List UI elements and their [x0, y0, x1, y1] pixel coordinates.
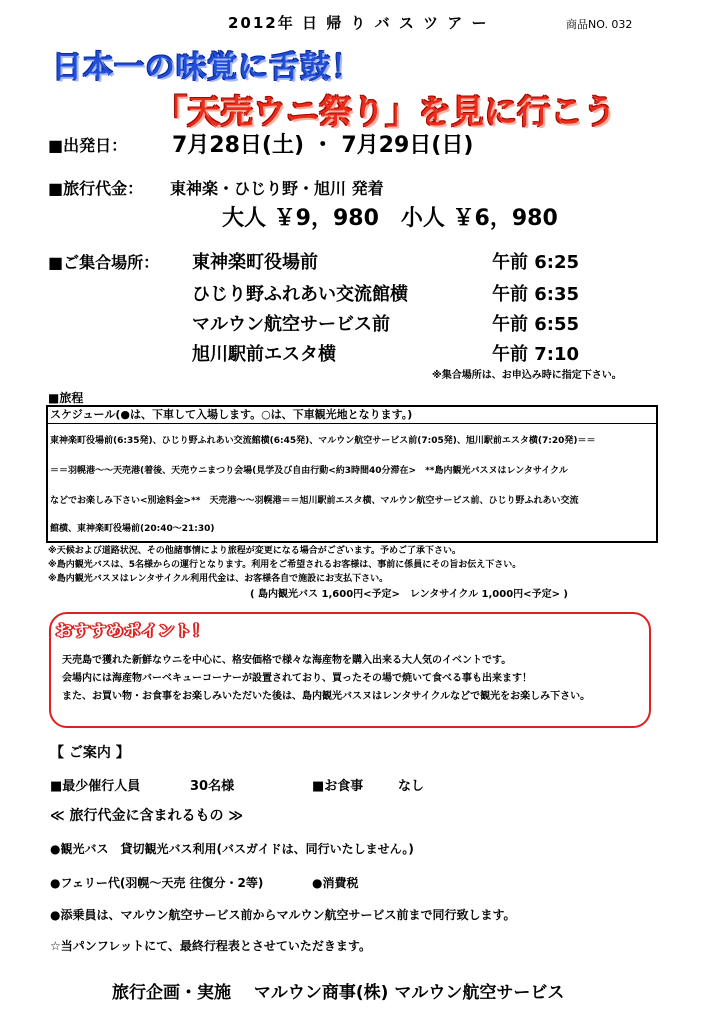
headline-1: 日本一の味覚に舌鼓！	[52, 50, 362, 85]
meeting-time: 午前 6:55	[492, 314, 580, 335]
schedule-box	[46, 405, 658, 543]
schedule-line: などでお楽しみ下さい<別途料金>** 天売港～～羽幌港＝＝旭川駅前エスタ横、マルウン航空サービス前、ひじり野ふれあい交流	[50, 496, 579, 506]
meeting-place: マルウン航空サービス前	[192, 314, 390, 335]
min-people-label: ■最少催行人員	[50, 779, 141, 794]
schedule-line: 東神楽町役場前(6:35発)、ひじり野ふれあい交流館横(6:45発)、マルウン航空サービス前(7:05発)、旭川駅前エスタ横(7:20発)＝＝	[50, 436, 596, 446]
recommend-title: おすすめポイント！	[56, 621, 210, 640]
tour-header-title: 2012年 日 帰 り バ ス ツ ア ー	[228, 14, 489, 32]
escort-note: ●添乗員は、マルウン航空サービス前からマルウン航空サービス前まで同行致します。	[50, 908, 516, 922]
meeting-place: ひじり野ふれあい交流館横	[192, 284, 408, 305]
meal-value: なし	[398, 779, 425, 794]
organizer-footer: 旅行企画・実施 マルウン商事(株) マルウン航空サービス	[112, 983, 565, 1003]
itinerary-note: ※島内観光バスヌはレンタサイクル利用代金は、お客様各自で施設にお支払下さい。	[48, 574, 389, 584]
recommend-line: 会場内には海産物バーベキューコーナーが設置されており、買ったその場で焼いて食べる事も出来ます！	[62, 673, 532, 684]
headline-2: 「天売ウニ祭り」を見に行こう	[154, 92, 616, 131]
departure-label: ■出発日：	[48, 136, 128, 155]
itinerary-note: ※天候および道路状況、その他諸事情により旅程が変更になる場合がございます。予めご了承下さい。	[48, 546, 462, 556]
price-label: ■旅行代金：	[48, 179, 144, 198]
included-heading: ≪ 旅行代金に含まれるもの ≫	[50, 808, 244, 824]
schedule-line: 館横、東神楽町役場前(20:40～21:30)	[50, 524, 215, 534]
included-tax: ●消費税	[312, 876, 359, 890]
pamphlet-note: ☆当パンフレットにて、最終行程表とさせていただきます。	[50, 939, 371, 953]
itinerary-label: ■旅程	[48, 391, 84, 405]
guide-heading: 【 ご案内 】	[50, 745, 130, 761]
schedule-line: ＝＝羽幌港～～天売港(着後、天売ウニまつり会場(見学及び自由行動<約3時間40分滞在> **島内観光バスヌはレンタサイクル	[50, 466, 568, 476]
departure-dates: 7月28日(土) ・ 7月29日(日)	[172, 133, 474, 158]
min-people-value: 30名様	[190, 779, 235, 794]
meeting-note: ※集合場所は、お申込み時に指定下さい。	[432, 370, 622, 381]
schedule-heading: スケジュール(●は、下車して入場します。○は、下車観光地となります。)	[48, 407, 656, 424]
product-number: 商品NO. 032	[566, 18, 633, 31]
meeting-time: 午前 6:25	[492, 252, 580, 273]
meeting-time: 午前 7:10	[492, 344, 580, 365]
meeting-label: ■ご集合場所：	[48, 253, 160, 272]
included-ferry: ●フェリー代(羽幌～天売 往復分・2等)	[50, 876, 264, 890]
meeting-place: 旭川駅前エスタ横	[192, 344, 336, 365]
itinerary-note: ※島内観光バスは、5名様からの運行となります。利用をご希望されるお客様は、事前に係員にその旨お伝え下さい。	[48, 560, 522, 570]
price-amounts: 大人 ￥9，980 小人 ￥6，980	[222, 206, 558, 231]
optional-fees: ( 島内観光バス 1,600円<予定> レンタサイクル 1,000円<予定> )	[250, 589, 568, 600]
price-route: 東神楽・ひじり野・旭川 発着	[170, 179, 384, 198]
meeting-time: 午前 6:35	[492, 284, 580, 305]
recommend-line: また、お買い物・お食事をお楽しみいただいた後は、島内観光バスヌはレンタサイクルなどで観光をお楽しみ下さい。	[62, 691, 591, 702]
meeting-place: 東神楽町役場前	[192, 252, 318, 273]
included-bus: ●観光バス 貸切観光バス利用(バスガイドは、同行いたしません。)	[50, 842, 414, 856]
meal-label: ■お食事	[312, 779, 364, 794]
recommend-line: 天売島で獲れた新鮮なウニを中心に、格安価格で様々な海産物を購入出来る大人気のイベントです。	[62, 655, 512, 666]
